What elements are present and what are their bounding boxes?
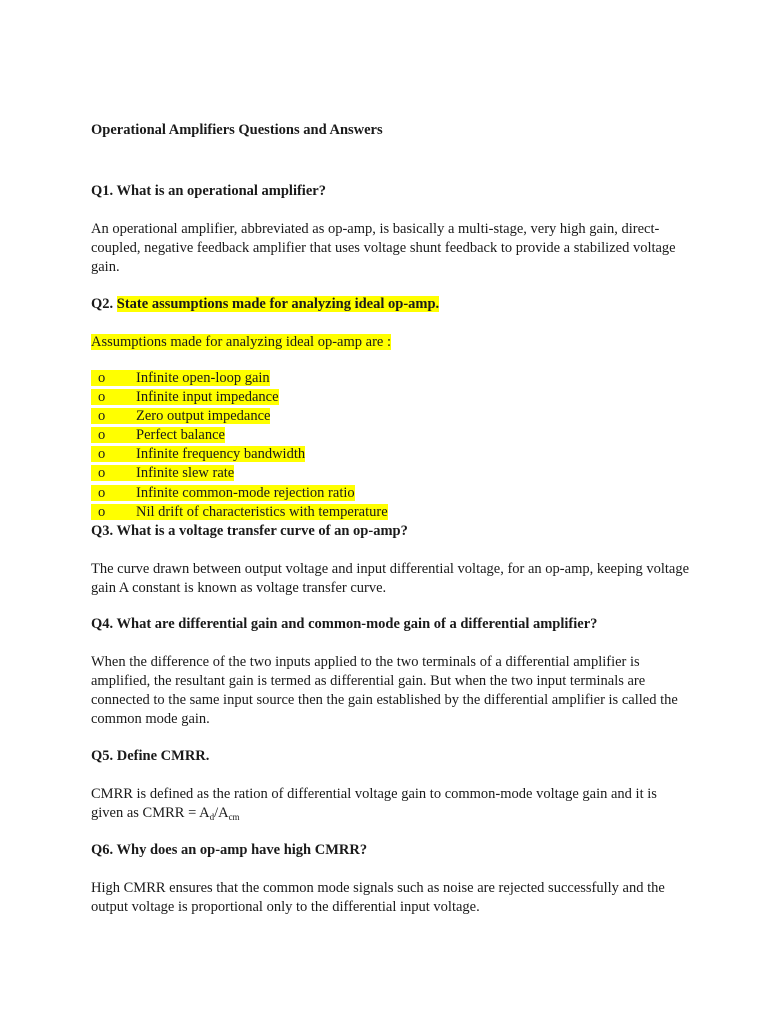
q6-question: Q6. Why does an op-amp have high CMRR? bbox=[91, 842, 368, 858]
bullet-marker: o bbox=[98, 370, 106, 386]
list-item-text: Perfect balance bbox=[136, 427, 225, 444]
q3-question: Q3. What is a voltage transfer curve of an op-amp? bbox=[91, 523, 408, 539]
document-title: Operational Amplifiers Questions and Answers bbox=[91, 122, 383, 138]
bullet-marker: o bbox=[98, 503, 106, 520]
list-item bbox=[91, 388, 388, 407]
q2-number: Q2. bbox=[91, 296, 114, 312]
q5-slash: /A bbox=[214, 805, 229, 821]
list-item bbox=[91, 484, 388, 503]
list-item-text: Infinite frequency bandwidth bbox=[136, 446, 306, 463]
list-item bbox=[91, 407, 388, 426]
q3-answer: The curve drawn between output voltage and input differential voltage, for an op-amp, keeping voltage gain A constant is known as voltage transfer curve. bbox=[91, 561, 690, 596]
q4-question: Q4. What are differential gain and common-mode gain of a differential amplifier? bbox=[91, 616, 598, 632]
q2-question bbox=[91, 296, 439, 313]
list-item bbox=[91, 464, 388, 483]
q5-answer-text: CMRR is defined as the ration of differential voltage gain to common-mode voltage gain and it is given as CMRR = A bbox=[91, 786, 657, 821]
q4-answer: When the difference of the two inputs applied to the two terminals of a differential amplifier is amplified, the resultant gain is termed as differential gain. But when the two input terminals are connected to the same input source then the gain established by the differential amplifier is called the common mode gain. bbox=[91, 654, 678, 727]
q2-question-text: State assumptions made for analyzing ideal op-amp. bbox=[116, 296, 440, 312]
bullet-marker: o bbox=[98, 446, 106, 463]
list-item-text: Infinite input impedance bbox=[136, 389, 279, 406]
q2-intro bbox=[91, 333, 691, 352]
list-item-text: Infinite open-loop gain bbox=[136, 370, 270, 386]
q5-question: Q5. Define CMRR. bbox=[91, 748, 210, 764]
list-item bbox=[91, 445, 388, 464]
list-item-text: Nil drift of characteristics with temperature bbox=[136, 503, 388, 520]
bullet-marker: o bbox=[98, 484, 106, 501]
q1-question: Q1. What is an operational amplifier? bbox=[91, 183, 326, 199]
list-item-text: Infinite slew rate bbox=[136, 465, 235, 482]
list-item bbox=[91, 426, 388, 445]
list-item-text: Zero output impedance bbox=[136, 408, 271, 425]
q2-intro-text: Assumptions made for analyzing ideal op-amp are : bbox=[91, 334, 391, 350]
subscript-d: d bbox=[209, 812, 215, 822]
bullet-marker: o bbox=[98, 465, 106, 482]
subscript-cm: cm bbox=[228, 812, 240, 822]
assumptions-list bbox=[91, 369, 388, 522]
bullet-marker: o bbox=[98, 427, 106, 444]
q1-answer: An operational amplifier, abbreviated as op-amp, is basically a multi-stage, very high gain, direct-coupled, negative feedback amplifier that uses voltage shunt feedback to provide a stabilized voltage gain. bbox=[91, 221, 676, 275]
bullet-marker: o bbox=[98, 389, 106, 406]
q5-answer bbox=[91, 785, 691, 827]
q6-answer: High CMRR ensures that the common mode signals such as noise are rejected successfully and the output voltage is proportional only to the differential input voltage. bbox=[91, 880, 665, 915]
list-item-text: Infinite common-mode rejection ratio bbox=[136, 484, 355, 501]
list-item bbox=[91, 503, 388, 522]
bullet-marker: o bbox=[98, 408, 106, 425]
list-item bbox=[91, 369, 388, 388]
